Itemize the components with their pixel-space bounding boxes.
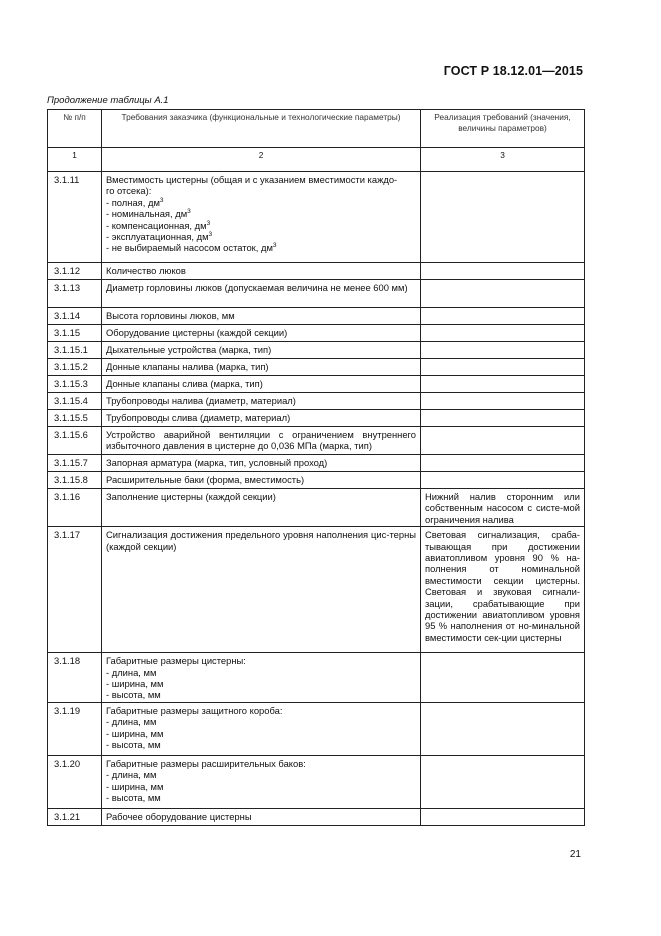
requirement-line (106, 792, 416, 803)
table-row (48, 359, 585, 376)
row-requirement: Донные клапаны налива (марка, тип) (102, 359, 421, 376)
column-number-2: 2 (102, 148, 421, 172)
row-requirement: Донные клапаны слива (марка, тип) (102, 376, 421, 393)
requirement-line (106, 781, 416, 792)
requirement-line (106, 197, 416, 208)
row-number: 3.1.15.3 (48, 376, 102, 393)
requirement-line-unit: дм (147, 196, 160, 208)
row-implementation (421, 755, 585, 808)
table-caption: Продолжение таблицы А.1 (47, 95, 169, 106)
row-number: 3.1.15.4 (48, 393, 102, 410)
row-number: 3.1.11 (48, 172, 102, 263)
row-requirement: Сигнализация достижения предельного уровня наполнения цис-терны (каждой секции) (102, 527, 421, 653)
row-number: 3.1.15.5 (48, 410, 102, 427)
row-requirement: Диаметр горловины люков (допускаемая величина не менее 600 мм) (102, 280, 421, 308)
requirement-line (106, 728, 416, 739)
requirement-line-text: - ширина, мм (106, 678, 164, 690)
requirement-line (106, 174, 416, 185)
table-row (48, 527, 585, 653)
table-row (48, 702, 585, 755)
row-implementation: Световая сигнализация, сраба-тывающая при достижении авиатопливом уровня 90 % на-полнения от номинальной вместимости секции цистерны. Световая и звуковая сигнали-зации, срабатывающие при достижении авиатопливом уровня 95 % наполнения от но-минальной вместимости сек-ции цистерны (421, 527, 585, 653)
requirement-line-text: - длина, мм (106, 716, 157, 728)
table-row (48, 808, 585, 825)
requirement-line-text: - ширина, мм (106, 780, 164, 792)
table-header-row (48, 110, 585, 148)
table-row (48, 308, 585, 325)
row-implementation (421, 653, 585, 703)
row-implementation (421, 359, 585, 376)
requirement-line (106, 705, 416, 716)
unit-exponent: 3 (187, 208, 191, 216)
row-number: 3.1.15.8 (48, 472, 102, 489)
row-number: 3.1.17 (48, 527, 102, 653)
row-requirement: Высота горловины люков, мм (102, 308, 421, 325)
requirement-line (106, 667, 416, 678)
table-row (48, 393, 585, 410)
document-header: ГОСТ Р 18.12.01—2015 (443, 64, 583, 78)
row-implementation (421, 263, 585, 280)
requirement-line-unit: дм (175, 208, 188, 220)
row-number: 3.1.19 (48, 702, 102, 755)
row-requirement (102, 653, 421, 703)
row-implementation (421, 427, 585, 455)
requirement-line-text: - длина, мм (106, 769, 157, 781)
requirement-line-text: - ширина, мм (106, 727, 164, 739)
requirement-line-text: - номинальная, (106, 208, 176, 220)
table-row (48, 280, 585, 308)
requirement-line (106, 185, 416, 196)
row-number: 3.1.18 (48, 653, 102, 703)
requirement-line-text: - компенсационная, (106, 219, 195, 231)
row-requirement: Рабочее оборудование цистерны (102, 808, 421, 825)
row-requirement: Трубопроводы слива (диаметр, материал) (102, 410, 421, 427)
row-requirement (102, 702, 421, 755)
requirement-line-unit: дм (194, 219, 207, 231)
requirement-line-text: - высота, мм (106, 689, 161, 701)
row-number: 3.1.15.6 (48, 427, 102, 455)
table-row (48, 472, 585, 489)
requirement-line (106, 769, 416, 780)
row-requirement: Трубопроводы налива (диаметр, материал) (102, 393, 421, 410)
column-number-row (48, 148, 585, 172)
row-number: 3.1.15.2 (48, 359, 102, 376)
row-implementation (421, 325, 585, 342)
row-requirement: Запорная арматура (марка, тип, условный проход) (102, 455, 421, 472)
row-implementation (421, 808, 585, 825)
row-implementation (421, 308, 585, 325)
row-number: 3.1.15 (48, 325, 102, 342)
requirement-line (106, 678, 416, 689)
requirement-line (106, 758, 416, 769)
requirement-line (106, 242, 416, 253)
requirement-line (106, 231, 416, 242)
header-requirements: Требования заказчика (функциональные и технологические параметры) (102, 110, 421, 148)
row-implementation (421, 172, 585, 263)
table-row (48, 755, 585, 808)
table-body (48, 110, 585, 826)
row-number: 3.1.20 (48, 755, 102, 808)
unit-exponent: 3 (208, 231, 213, 239)
row-requirement: Заполнение цистерны (каждой секции) (102, 489, 421, 527)
requirement-line-text: - высота, мм (106, 739, 161, 751)
header-implementation: Реализация требований (значения, величины параметров) (421, 110, 585, 148)
column-number-3: 3 (421, 148, 585, 172)
requirement-line (106, 208, 416, 219)
table-row (48, 489, 585, 527)
table-row (48, 653, 585, 703)
row-number: 3.1.16 (48, 489, 102, 527)
requirements-table (47, 109, 585, 826)
row-requirement (102, 172, 421, 263)
table-row (48, 376, 585, 393)
row-requirement (102, 755, 421, 808)
row-requirement: Дыхательные устройства (марка, тип) (102, 342, 421, 359)
row-implementation (421, 410, 585, 427)
requirement-line (106, 220, 416, 231)
unit-exponent: 3 (272, 242, 277, 250)
row-number: 3.1.12 (48, 263, 102, 280)
unit-exponent: 3 (159, 196, 164, 204)
requirement-line-text: - эксплуатационная, (106, 231, 197, 243)
table-row (48, 263, 585, 280)
requirement-line-text: - полная, (106, 196, 148, 208)
table-row (48, 172, 585, 263)
requirement-line-text: Габаритные размеры расширительных баков: (106, 757, 306, 769)
requirement-line-text: Вместимость цистерны (общая и с указанием вместимости каждо- (106, 174, 398, 185)
table-row (48, 427, 585, 455)
row-requirement: Оборудование цистерны (каждой секции) (102, 325, 421, 342)
requirement-line (106, 739, 416, 750)
table-row (48, 325, 585, 342)
row-number: 3.1.14 (48, 308, 102, 325)
row-requirement: Устройство аварийной вентиляции с ограничением внутреннего избыточного давления в цистерне до 0,036 МПа (марка, тип) (102, 427, 421, 455)
requirement-line-unit: дм (196, 231, 209, 243)
row-implementation: Нижний налив сторонним или собственным насосом с систе-мой ограничения налива (421, 489, 585, 527)
column-number-1: 1 (48, 148, 102, 172)
row-implementation (421, 455, 585, 472)
requirement-line-text: - длина, мм (106, 666, 157, 678)
row-number: 3.1.15.7 (48, 455, 102, 472)
row-implementation (421, 376, 585, 393)
table-row (48, 342, 585, 359)
requirement-line (106, 689, 416, 700)
requirement-line-text: Габаритные размеры цистерны: (106, 655, 246, 667)
page-number: 21 (569, 849, 581, 860)
row-implementation (421, 342, 585, 359)
row-number: 3.1.21 (48, 808, 102, 825)
requirement-line (106, 655, 416, 666)
row-implementation (421, 393, 585, 410)
requirement-line-text: го отсека): (106, 185, 152, 197)
unit-exponent: 3 (206, 219, 211, 227)
requirement-line (106, 716, 416, 727)
requirement-line-unit: дм (260, 242, 273, 254)
row-number: 3.1.15.1 (48, 342, 102, 359)
row-requirement: Количество люков (102, 263, 421, 280)
row-implementation (421, 280, 585, 308)
requirement-line-text: - высота, мм (106, 792, 161, 804)
table-row (48, 410, 585, 427)
row-implementation (421, 472, 585, 489)
row-number: 3.1.13 (48, 280, 102, 308)
table-row (48, 455, 585, 472)
row-implementation (421, 702, 585, 755)
requirement-line-text: - не выбираемый насосом остаток, (106, 242, 261, 254)
header-num: № п/п (48, 110, 102, 148)
row-requirement: Расширительные баки (форма, вместимость) (102, 472, 421, 489)
requirement-line-text: Габаритные размеры защитного короба: (106, 704, 283, 716)
